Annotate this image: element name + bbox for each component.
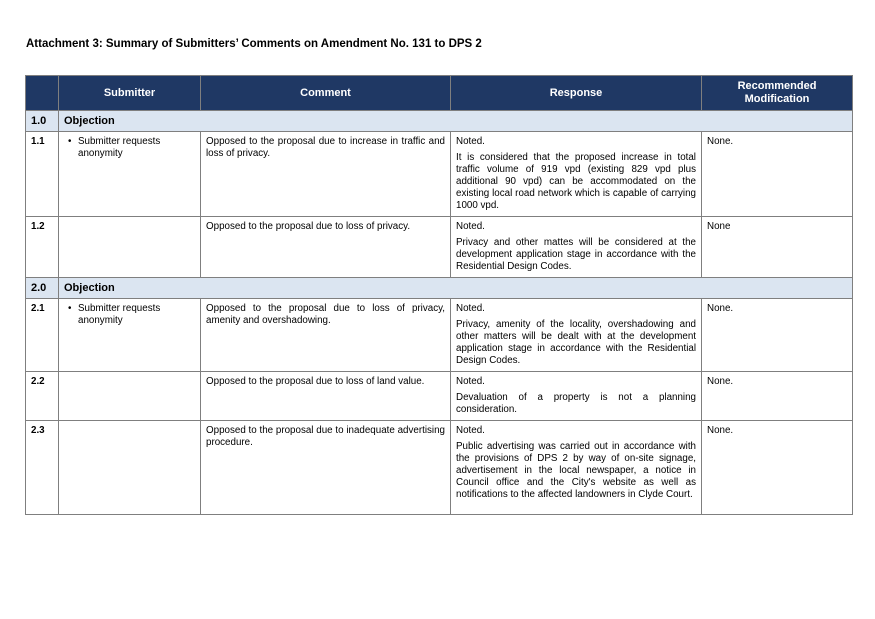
table-row: [26, 132, 853, 217]
modification-cell: None.: [702, 372, 853, 421]
modification-cell: None.: [702, 299, 853, 372]
row-number: 1.1: [26, 132, 59, 217]
section-label: Objection: [59, 111, 853, 132]
row-number: 2.1: [26, 299, 59, 372]
response-lead: Noted.: [456, 376, 485, 387]
header-submitter: Submitter: [59, 76, 201, 111]
modification-cell: None.: [702, 132, 853, 217]
row-number: 2.3: [26, 421, 59, 515]
modification-cell: None: [702, 217, 853, 278]
submitter-cell: [59, 299, 201, 372]
comment-cell: Opposed to the proposal due to loss of privacy.: [201, 217, 451, 278]
table-row: [26, 299, 853, 372]
row-number: 2.2: [26, 372, 59, 421]
comment-cell: Opposed to the proposal due to inadequate advertising procedure.: [201, 421, 451, 515]
submitter-cell: [59, 372, 201, 421]
response-cell: [451, 217, 702, 278]
comment-cell: Opposed to the proposal due to loss of privacy, amenity and overshadowing.: [201, 299, 451, 372]
table-row: [26, 421, 853, 515]
comment-cell: Opposed to the proposal due to loss of land value.: [201, 372, 451, 421]
response-body: Public advertising was carried out in accordance with the provisions of DPS 2 by way of on-site signage, advertisement in the local newspaper, a notice in Council office and the City's website as well as notifications to the affected landowners in Clyde Court.: [456, 441, 696, 500]
section-label: Objection: [59, 278, 853, 299]
header-response: Response: [451, 76, 702, 111]
submitter-cell: [59, 421, 201, 515]
submitter-cell: [59, 217, 201, 278]
header-number: [26, 76, 59, 111]
section-number: 2.0: [26, 278, 59, 299]
header-comment: Comment: [201, 76, 451, 111]
table-row: [26, 217, 853, 278]
submitter-name: • Submitter requests anonymity: [78, 136, 195, 160]
response-body: Devaluation of a property is not a planning consideration.: [456, 392, 696, 415]
response-cell: [451, 421, 702, 515]
section-number: 1.0: [26, 111, 59, 132]
header-modification: Recommended Modification: [702, 76, 853, 111]
submitter-cell: [59, 132, 201, 217]
table-header-row: [26, 76, 853, 111]
submissions-table: [25, 75, 853, 515]
submitter-name: • Submitter requests anonymity: [78, 303, 195, 327]
response-lead: Noted.: [456, 136, 485, 147]
modification-cell: None.: [702, 421, 853, 515]
page-title: Attachment 3: Summary of Submitters’ Comments on Amendment No. 131 to DPS 2: [26, 38, 482, 50]
table-row: [26, 372, 853, 421]
section-row: [26, 278, 853, 299]
comment-cell: Opposed to the proposal due to increase in traffic and loss of privacy.: [201, 132, 451, 217]
response-cell: [451, 372, 702, 421]
response-lead: Noted.: [456, 425, 485, 436]
response-lead: Noted.: [456, 303, 485, 314]
response-lead: Noted.: [456, 221, 485, 232]
response-body: Privacy, amenity of the locality, overshadowing and other matters will be dealt with at the development application stage in accordance with the Residential Design Codes.: [456, 319, 696, 366]
section-row: [26, 111, 853, 132]
response-cell: [451, 299, 702, 372]
row-number: 1.2: [26, 217, 59, 278]
response-body: It is considered that the proposed increase in total traffic volume of 919 vpd (existing 829 vpd plus additional 90 vpd) can be accommodated on the existing local road network which is capable of carrying 1000 vpd.: [456, 152, 696, 211]
response-body: Privacy and other mattes will be considered at the development application stage in accordance with the Residential Design Codes.: [456, 237, 696, 272]
response-cell: [451, 132, 702, 217]
